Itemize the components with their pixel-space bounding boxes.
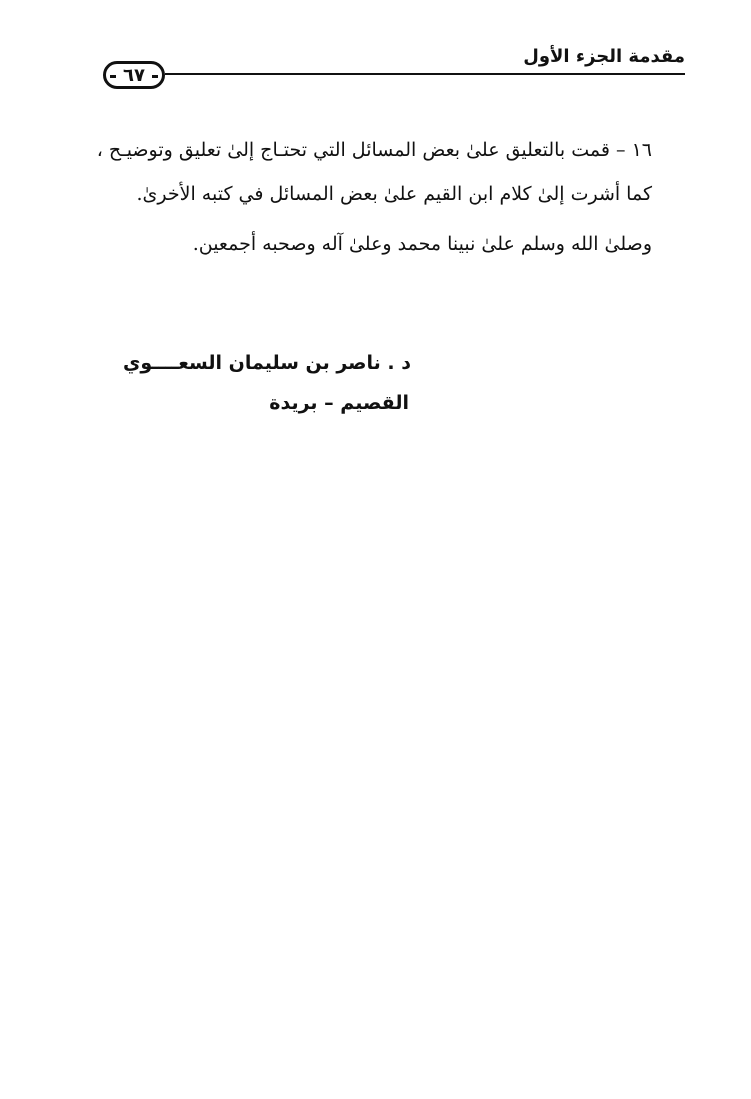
- author-location: القصيم – بريدة: [269, 392, 409, 414]
- signature-block: [123, 345, 411, 421]
- badge-left-mark: [110, 75, 116, 78]
- body-text: [92, 128, 652, 266]
- page-number-badge: [103, 61, 165, 89]
- header-rule: [165, 73, 685, 75]
- closing-line: وصلىٰ الله وسلم علىٰ نبينا محمد وعلىٰ آله وصحبه أجمعين.: [192, 233, 652, 255]
- badge-right-mark: [152, 75, 158, 78]
- running-head-title: مقدمة الجزء الأول: [523, 46, 685, 67]
- body-line-2: كما أشرت إلىٰ كلام ابن القيم علىٰ بعض المسائل في كتبه الأخرىٰ.: [136, 183, 652, 205]
- author-name: د . ناصر بن سليمان السعــــوي: [122, 352, 411, 374]
- page-number: ٦٧: [123, 64, 145, 86]
- body-line-1: ١٦ – قمت بالتعليق علىٰ بعض المسائل التي تحتـاج إلىٰ تعليق وتوضيـح ،: [96, 139, 652, 161]
